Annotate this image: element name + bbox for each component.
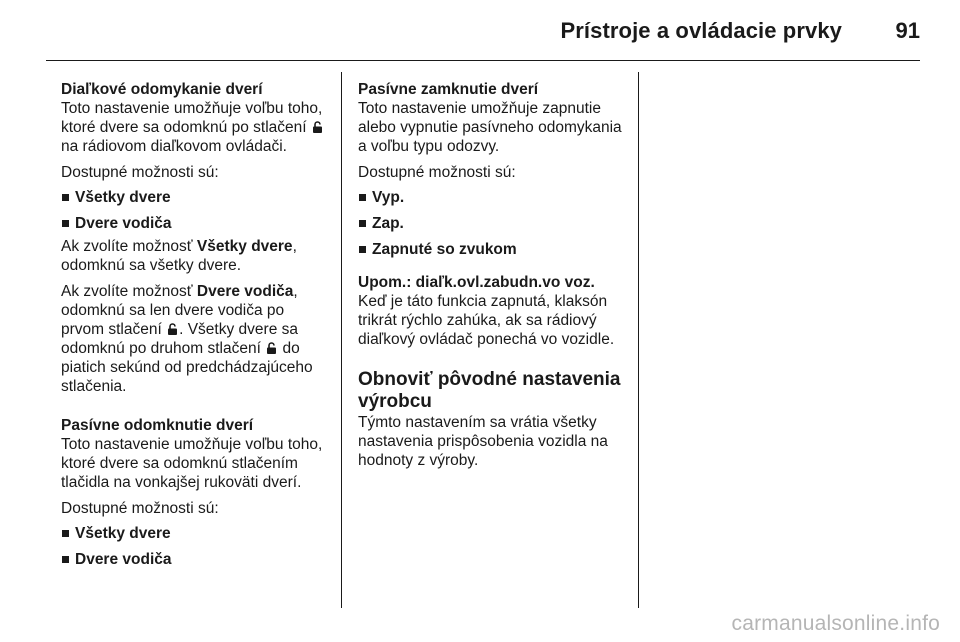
page-header (0, 0, 960, 64)
remote-left-in-vehicle-heading: Upom.: diaľk.ovl.zabudn.vo voz. (358, 274, 595, 291)
unlock-icon (167, 323, 178, 335)
passive-unlock-options (61, 524, 331, 569)
unlock-icon (266, 342, 277, 354)
unlock-icon (312, 121, 323, 133)
list-item: Vyp. (358, 188, 628, 207)
bullet-square-icon (62, 530, 69, 537)
options-intro: Dostupné možnosti sú: (61, 500, 219, 517)
remote-left-in-vehicle-text: Keď je táto funkcia zapnutá, klaksón trikrát rýchlo zahúka, ak sa rádiový diaľkový ovládač ponechá vo vozidle. (358, 293, 615, 348)
options-intro: Dostupné možnosti sú: (61, 164, 219, 181)
restore-factory-settings-text: Týmto nastavením sa vrátia všetky nastavenia prispôsobenia vozidla na hodnoty z výroby. (358, 414, 608, 469)
column-divider-left (341, 72, 342, 608)
bullet-square-icon (359, 246, 366, 253)
bullet-square-icon (359, 194, 366, 201)
list-item: Zap. (358, 214, 628, 233)
remote-unlock-options (61, 188, 331, 233)
list-item: Zapnuté so zvukom (358, 240, 628, 259)
all-doors-paragraph: Ak zvolíte možnosť Všetky dvere, odomknú sa všetky dvere. (61, 238, 297, 274)
list-item: Všetky dvere (61, 188, 331, 207)
driver-door-paragraph: Ak zvolíte možnosť Dvere vodiča, odomknú sa len dvere vodiča po prvom stlačení . Všetky dvere sa odomknú po druhom stlačení do piatich sekúnd od predchádzajúceho stlačenia. (61, 283, 313, 395)
header-title: Prístroje a ovládacie prvky (560, 18, 842, 43)
remote-unlock-heading: Diaľkové odomykanie dverí (61, 81, 263, 98)
list-item: Dvere vodiča (61, 214, 331, 233)
header-rule (46, 60, 920, 61)
middle-column (358, 80, 628, 470)
bullet-square-icon (62, 194, 69, 201)
passive-lock-options (358, 188, 628, 259)
passive-unlock-text: Toto nastavenie umožňuje voľbu toho, ktoré dvere sa odomknú stlačením tlačidla na vonkajšej rukoväti dverí. (61, 436, 323, 491)
column-divider-right (638, 72, 639, 608)
watermark: carmanualsonline.info (731, 612, 940, 635)
bullet-square-icon (359, 220, 366, 227)
page-number: 91 (895, 18, 920, 43)
passive-unlock-heading: Pasívne odomknutie dverí (61, 417, 254, 434)
options-intro: Dostupné možnosti sú: (358, 164, 516, 181)
bullet-square-icon (62, 220, 69, 227)
bullet-square-icon (62, 556, 69, 563)
remote-unlock-text: Toto nastavenie umožňuje voľbu toho, ktoré dvere sa odomknú po stlačení na rádiovom diaľkovom ovládači. (61, 100, 323, 155)
restore-factory-settings-heading: Obnoviť pôvodné nastavenia výrobcu (358, 369, 621, 412)
list-item: Dvere vodiča (61, 550, 331, 569)
passive-lock-text: Toto nastavenie umožňuje zapnutie alebo vypnutie pasívneho odomykania a voľbu typu odozvy. (358, 100, 622, 155)
passive-lock-heading: Pasívne zamknutie dverí (358, 81, 539, 98)
left-column (61, 80, 331, 576)
list-item: Všetky dvere (61, 524, 331, 543)
